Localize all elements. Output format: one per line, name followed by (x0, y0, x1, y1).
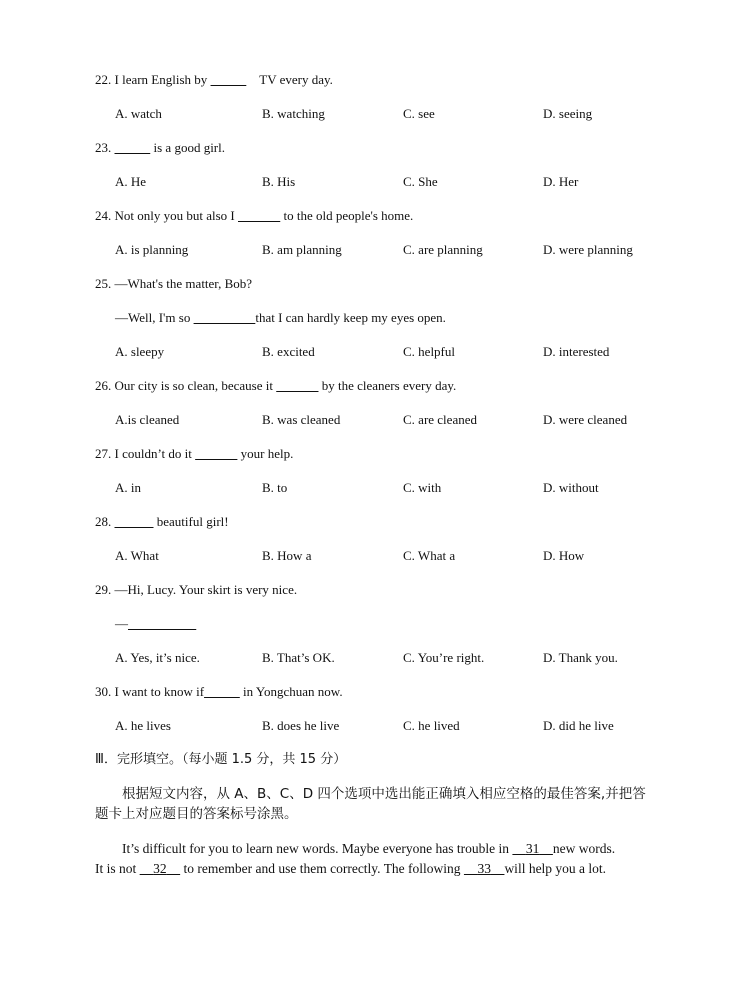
option-a: A. he lives (115, 718, 171, 733)
question-30-stem: 30. I want to know if in Yongchuan now. (95, 684, 343, 699)
question-25-stem: 25. —What's the matter, Bob? (95, 276, 253, 291)
question-23-stem: 23. is a good girl. (95, 140, 225, 155)
option-a: A.is cleaned (115, 412, 180, 427)
option-a: A. Yes, it’s nice. (115, 650, 200, 665)
answer-blank (211, 72, 247, 87)
passage-line-1: It’s difficult for you to learn new words. Maybe everyone has trouble in 31 new words. (122, 841, 616, 856)
option-d: D. were planning (543, 242, 633, 257)
option-b: B. excited (262, 344, 315, 359)
option-c: C. helpful (403, 344, 455, 359)
option-c: C. You’re right. (403, 650, 485, 665)
answer-blank (195, 446, 237, 461)
option-b: B. That’s OK. (262, 650, 335, 665)
answer-blank (238, 208, 280, 223)
option-d: D. seeing (543, 106, 593, 121)
question-27-stem: 27. I couldn’t do it your help. (95, 446, 294, 461)
answer-blank (115, 140, 151, 155)
option-d: D. Thank you. (543, 650, 618, 665)
option-b: B. to (262, 480, 288, 495)
option-a: A. He (115, 174, 147, 189)
passage-line-2: It is not 32 to remember and use them correctly. The following 33 will help you a lot. (95, 861, 607, 876)
option-b: B. His (262, 174, 296, 189)
option-a: A. in (115, 480, 141, 495)
option-d: D. were cleaned (543, 412, 628, 427)
option-b: B. does he live (262, 718, 340, 733)
option-d: D. did he live (543, 718, 614, 733)
option-b: B. am planning (262, 242, 342, 257)
option-d: D. without (543, 480, 599, 495)
cloze-blank-33: 33 (477, 861, 491, 876)
answer-blank (128, 616, 196, 631)
section-3-heading: Ⅲ．完形填空。（每小题 1.5 分，共 15 分） (95, 752, 347, 767)
option-d: D. Her (543, 174, 579, 189)
option-c: C. She (403, 174, 438, 189)
question-24-stem: 24. Not only you but also I to the old people's home. (95, 208, 414, 223)
option-a: A. watch (115, 106, 162, 121)
question-29-stem: 29. —Hi, Lucy. Your skirt is very nice. (95, 582, 298, 597)
option-b: B. watching (262, 106, 325, 121)
option-d: D. interested (543, 344, 610, 359)
cloze-blank-32: 32 (153, 861, 167, 876)
option-c: C. see (403, 106, 435, 121)
question-29-response: — (115, 616, 196, 632)
option-a: A. is planning (115, 242, 189, 257)
option-c: C. What a (403, 548, 456, 563)
option-b: B. was cleaned (262, 412, 341, 427)
option-c: C. with (403, 480, 442, 495)
option-a: A. sleepy (115, 344, 165, 359)
answer-blank (194, 310, 256, 325)
option-c: C. are planning (403, 242, 483, 257)
answer-blank (276, 378, 318, 393)
section-3-instruction-line-2: 题卡上对应题目的答案标号涂黑。 (95, 806, 298, 822)
option-c: C. are cleaned (403, 412, 477, 427)
question-22-stem: 22. I learn English by TV every day. (95, 72, 333, 87)
option-d: D. How (543, 548, 585, 563)
option-a: A. What (115, 548, 159, 563)
option-b: B. How a (262, 548, 312, 563)
answer-blank (204, 684, 240, 699)
section-3-instruction-line-1: 根据短文内容，从 A、B、C、D 四个选项中选出能正确填入相应空格的最佳答案,并把答 (122, 786, 646, 802)
answer-blank (115, 514, 154, 529)
cloze-blank-31: 31 (525, 841, 540, 856)
option-c: C. he lived (403, 718, 460, 733)
question-26-stem: 26. Our city is so clean, because it by the cleaners every day. (95, 378, 457, 393)
question-28-stem: 28. beautiful girl! (95, 514, 229, 529)
question-25-response: —Well, I'm so that I can hardly keep my eyes open. (115, 310, 446, 325)
